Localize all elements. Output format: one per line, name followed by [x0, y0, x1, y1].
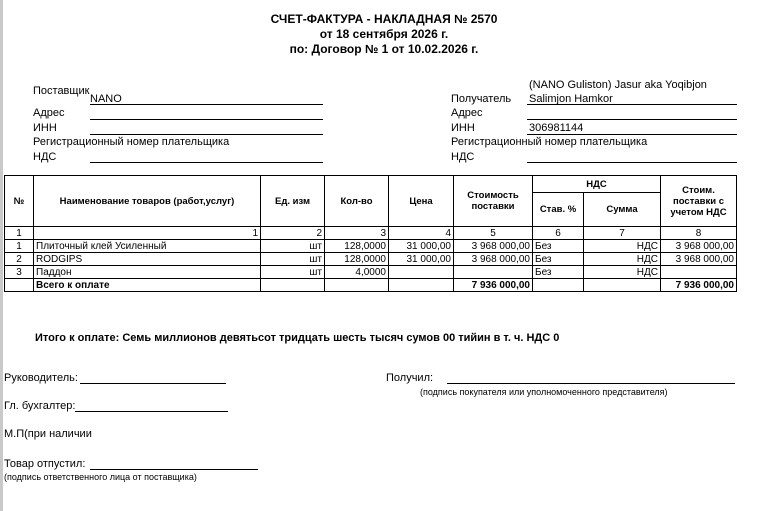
title-line-3: по: Договор № 1 от 10.02.2026 г. — [289, 42, 479, 56]
title-line-2: от 18 сентября 2026 г. — [319, 27, 449, 41]
row-vat: НДС — [584, 240, 661, 253]
header-vat-sum: Сумма — [584, 193, 661, 227]
row-cost: 3 968 000,00 — [454, 240, 533, 253]
document-title — [0, 12, 768, 57]
total-empty-rate — [533, 279, 584, 292]
row-unit: шт — [261, 266, 325, 279]
col-number-price: 4 — [389, 227, 454, 240]
col-number-vat: 7 — [584, 227, 661, 240]
buyer-vat-underline — [527, 162, 737, 163]
row-rate: Без — [533, 266, 584, 279]
buyer-reg-label: Регистрационный номер плательщика — [451, 136, 648, 148]
total-empty-qty — [325, 279, 389, 292]
col-number-1: 1 — [5, 227, 34, 240]
header-vat: НДС — [533, 176, 661, 193]
row-total — [661, 266, 737, 279]
stamp-label: М.П(при наличии — [4, 428, 92, 440]
total-row — [5, 279, 737, 292]
received-note: (подпись покупателя или уполномоченного представителя) — [420, 387, 668, 397]
total-sum: 7 936 000,00 — [661, 279, 737, 292]
row-qty: 128,0000 — [325, 240, 389, 253]
row-qty: 4,0000 — [325, 266, 389, 279]
row-unit: шт — [261, 253, 325, 266]
received-label: Получил: — [386, 372, 434, 384]
row-rate: Без — [533, 253, 584, 266]
row-price: 31 000,00 — [389, 240, 454, 253]
col-number-rate: 6 — [533, 227, 584, 240]
row-cost: 3 968 000,00 — [454, 253, 533, 266]
row-cost — [454, 266, 533, 279]
total-empty-price — [389, 279, 454, 292]
table-row — [5, 240, 737, 253]
header-name: Наименование товаров (работ,услуг) — [34, 176, 261, 227]
header-qty: Кол-во — [325, 176, 389, 227]
supplier-address-label: Адрес — [33, 107, 65, 119]
header-total: Стоим. поставки с учетом НДС — [661, 176, 737, 227]
supplier-value: NANO — [90, 93, 122, 105]
buyer-underline — [527, 104, 737, 105]
row-num: 1 — [5, 240, 34, 253]
row-name: Паддон — [34, 266, 261, 279]
row-name: RODGIPS — [34, 253, 261, 266]
header-cost: Стоимость поставки — [454, 176, 533, 227]
buyer-address-underline — [527, 119, 737, 120]
buyer-label: Получатель — [451, 93, 512, 105]
supplier-vat-label: НДС — [33, 151, 57, 163]
left-border — [0, 0, 3, 511]
row-vat: НДС — [584, 253, 661, 266]
header-num: № — [5, 176, 34, 227]
total-empty-unit — [261, 279, 325, 292]
col-number-qty: 3 — [325, 227, 389, 240]
col-number-unit: 2 — [261, 227, 325, 240]
released-signature-line — [90, 469, 258, 470]
accountant-label: Гл. бухгалтер: — [4, 400, 76, 412]
total-cost: 7 936 000,00 — [454, 279, 533, 292]
row-num: 3 — [5, 266, 34, 279]
header-price: Цена — [389, 176, 454, 227]
row-qty: 128,0000 — [325, 253, 389, 266]
supplier-vat-underline — [90, 162, 323, 163]
supplier-inn-label: ИНН — [33, 122, 57, 134]
supplier-label: Поставщик — [33, 85, 90, 97]
supplier-inn-underline — [90, 134, 323, 135]
row-num: 2 — [5, 253, 34, 266]
header-vat-rate: Став. % — [533, 193, 584, 227]
buyer-inn-label: ИНН — [451, 122, 475, 134]
buyer-inn-value: 306981144 — [529, 122, 584, 134]
supplier-address-underline — [90, 119, 323, 120]
col-number-2: 1 — [34, 227, 261, 240]
header-unit: Ед. изм — [261, 176, 325, 227]
row-total: 3 968 000,00 — [661, 253, 737, 266]
buyer-inn-underline — [527, 134, 737, 135]
manager-signature-line — [80, 383, 226, 384]
buyer-value: Salimjon Hamkor — [529, 93, 613, 105]
released-label: Товар отпустил: — [4, 458, 86, 470]
supplier-reg-label: Регистрационный номер плательщика — [33, 136, 230, 148]
total-row-spacer — [5, 279, 34, 292]
row-price — [389, 266, 454, 279]
row-price: 31 000,00 — [389, 253, 454, 266]
released-note: (подпись ответственного лица от поставщика) — [4, 472, 197, 482]
row-name: Плиточный клей Усиленный — [34, 240, 261, 253]
row-unit: шт — [261, 240, 325, 253]
row-rate: Без — [533, 240, 584, 253]
buyer-vat-label: НДС — [451, 151, 475, 163]
total-label: Всего к оплате — [34, 279, 261, 292]
total-empty-vat — [584, 279, 661, 292]
summary-text: Итого к оплате: Семь миллионов девятьсот тридцать шесть тысяч сумов 00 тийин в т. ч. НДС 0 — [35, 332, 560, 344]
col-number-cost: 5 — [454, 227, 533, 240]
accountant-signature-line — [75, 411, 228, 412]
table-row — [5, 253, 737, 266]
items-table — [4, 175, 737, 292]
received-signature-line — [447, 383, 735, 384]
col-number-total: 8 — [661, 227, 737, 240]
table-row — [5, 266, 737, 279]
row-total: 3 968 000,00 — [661, 240, 737, 253]
buyer-address-label: Адрес — [451, 107, 483, 119]
supplier-underline — [90, 104, 323, 105]
buyer-name-line1: (NANO Guliston) Jasur aka Yoqibjon — [529, 79, 707, 91]
title-line-1: СЧЕТ-ФАКТУРА - НАКЛАДНАЯ № 2570 — [270, 12, 498, 26]
manager-label: Руководитель: — [4, 372, 78, 384]
row-vat: НДС — [584, 266, 661, 279]
